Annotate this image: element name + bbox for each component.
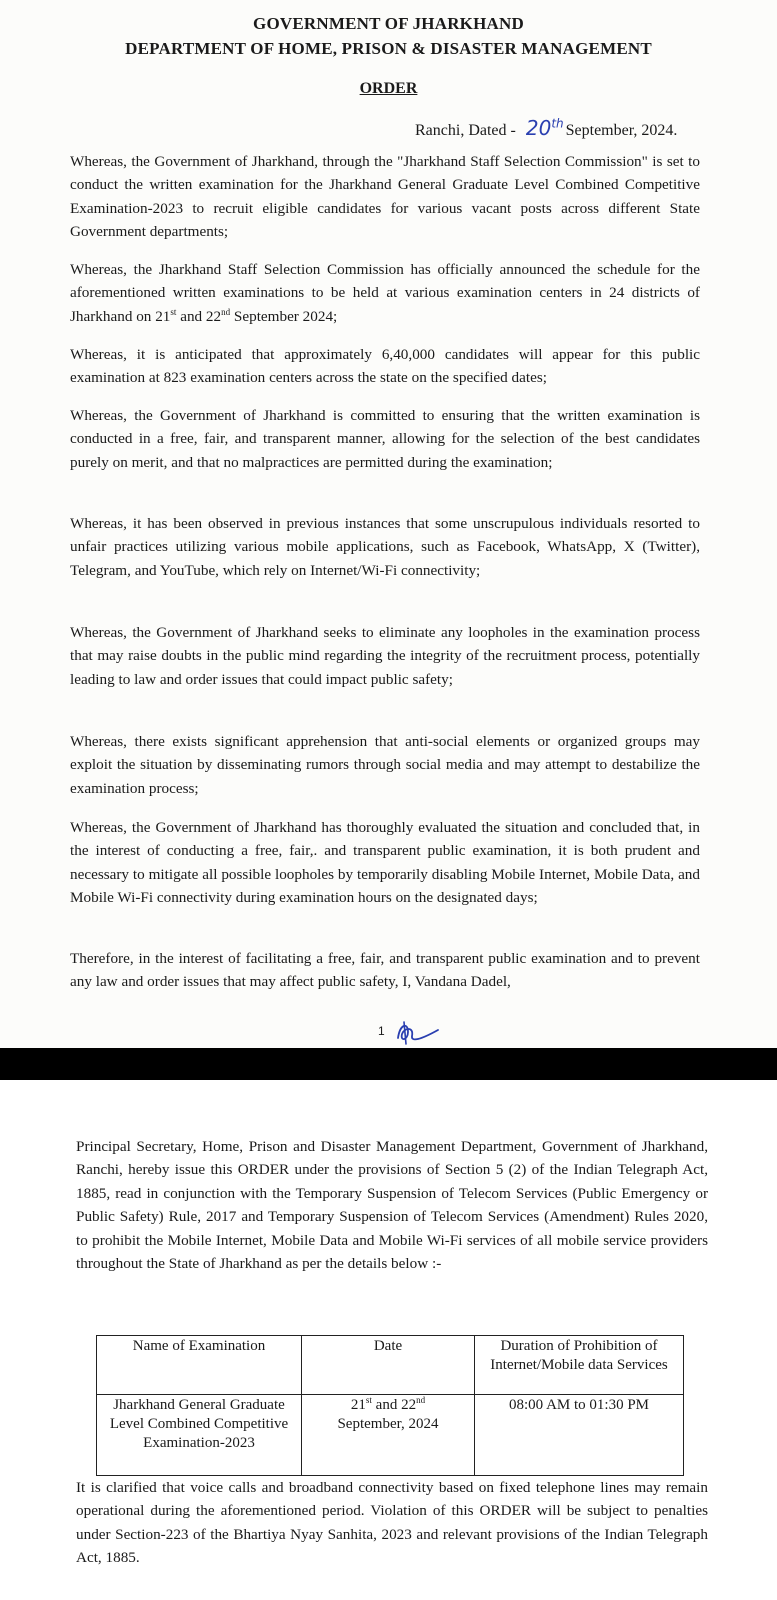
dated-suffix: September, 2024. bbox=[565, 122, 678, 139]
government-heading: GOVERNMENT OF JHARKHAND bbox=[253, 14, 524, 33]
paragraph-6: Whereas, the Government of Jharkhand seeks to eliminate any loopholes in the examination process that may raise doubts in the public mind regarding the integrity of the recruitment process, potentially leading to law and order issues that could impact public safety; bbox=[70, 624, 700, 688]
page-divider bbox=[0, 1048, 777, 1080]
cell-exam-name: Jharkhand General Graduate Level Combined Competitive Examination-2023 bbox=[97, 1395, 302, 1476]
paragraph-7: Whereas, there exists significant apprehension that anti-social elements or organized groups may exploit the situation by disseminating rumors through social media and may attempt to destabilize the examination process; bbox=[70, 733, 700, 797]
page-number: 1 bbox=[378, 1024, 385, 1038]
paragraph-1: Whereas, the Government of Jharkhand, through the "Jharkhand Staff Selection Commission" is set to conduct the written examination for the Jharkhand General Graduate Level Combined Competitive Examination-2023 to recruit eligible candidates for various vacant posts across different State Government departments; bbox=[70, 153, 700, 241]
signature-initials bbox=[394, 1018, 444, 1048]
closing-paragraph: It is clarified that voice calls and broadband connectivity based on fixed telephone lines may remain operational during the aforementioned period. Violation of this ORDER will be subject to penalties under Section-223 of the Bhartiya Nyay Sanhita, 2023 and relevant provisions of the Indian Telegraph Act, 1885. bbox=[76, 1479, 708, 1567]
table-header-row bbox=[97, 1336, 684, 1395]
date-line bbox=[415, 116, 677, 140]
prohibition-table bbox=[96, 1335, 684, 1476]
cell-date: 21st and 22nd September, 2024 bbox=[302, 1395, 475, 1476]
document-page-2 bbox=[0, 1080, 777, 1600]
paragraph-3: Whereas, it is anticipated that approximately 6,40,000 candidates will appear for this public examination at 823 examination centers across the state on the specified dates; bbox=[70, 346, 700, 387]
order-intro-paragraph: Principal Secretary, Home, Prison and Disaster Management Department, Government of Jharkhand, Ranchi, hereby issue this ORDER under the provisions of Section 5 (2) of the Indian Telegraph Act, 1885, read in conjunction with the Temporary Suspension of Telecom Services (Public Emergency or Public Safety) Rule, 2017 and Temporary Suspension of Telecom Services (Amendment) Rules 2020, to prohibit the Mobile Internet, Mobile Data and Mobile Wi-Fi services of all mobile service providers throughout the State of Jharkhand as per the details below :- bbox=[76, 1138, 708, 1273]
cell-duration: 08:00 AM to 01:30 PM bbox=[475, 1395, 684, 1476]
handwritten-date: 20th bbox=[525, 116, 564, 140]
header-exam-name: Name of Examination bbox=[97, 1336, 302, 1395]
paragraph-5: Whereas, it has been observed in previous instances that some unscrupulous individuals resorted to unfair practices utilizing various mobile applications, such as Facebook, WhatsApp, X (Twitter), Telegram, and YouTube, which rely on Internet/Wi-Fi connectivity; bbox=[70, 515, 700, 579]
paragraph-9: Therefore, in the interest of facilitating a free, fair, and transparent public examination and to prevent any law and order issues that may affect public safety, I, Vandana Dadel, bbox=[70, 950, 700, 991]
header-duration: Duration of Prohibition of Internet/Mobile data Services bbox=[475, 1336, 684, 1395]
paragraph-2: Whereas, the Jharkhand Staff Selection Commission has officially announced the schedule for the aforementioned written examinations to be held at various examination centers in 24 districts of Jharkhand on 21st and 22nd September 2024; bbox=[70, 261, 700, 325]
header-date: Date bbox=[302, 1336, 475, 1395]
table-row bbox=[97, 1395, 684, 1476]
dated-prefix: Ranchi, Dated - bbox=[415, 122, 516, 139]
paragraph-4: Whereas, the Government of Jharkhand is committed to ensuring that the written examination is conducted in a free, fair, and transparent manner, allowing for the selection of the best candidates purely on merit, and that no malpractices are permitted during the examination; bbox=[70, 407, 700, 471]
paragraph-8: Whereas, the Government of Jharkhand has thoroughly evaluated the situation and concluded that, in the interest of conducting a free, fair,. and transparent public examination, it is both prudent and necessary to mitigate all possible loopholes by temporarily disabling Mobile Internet, Mobile Data, and Mobile Wi-Fi connectivity during examination hours on the designated days; bbox=[70, 819, 700, 907]
order-title: ORDER bbox=[359, 80, 418, 97]
department-heading: DEPARTMENT OF HOME, PRISON & DISASTER MANAGEMENT bbox=[125, 39, 652, 58]
